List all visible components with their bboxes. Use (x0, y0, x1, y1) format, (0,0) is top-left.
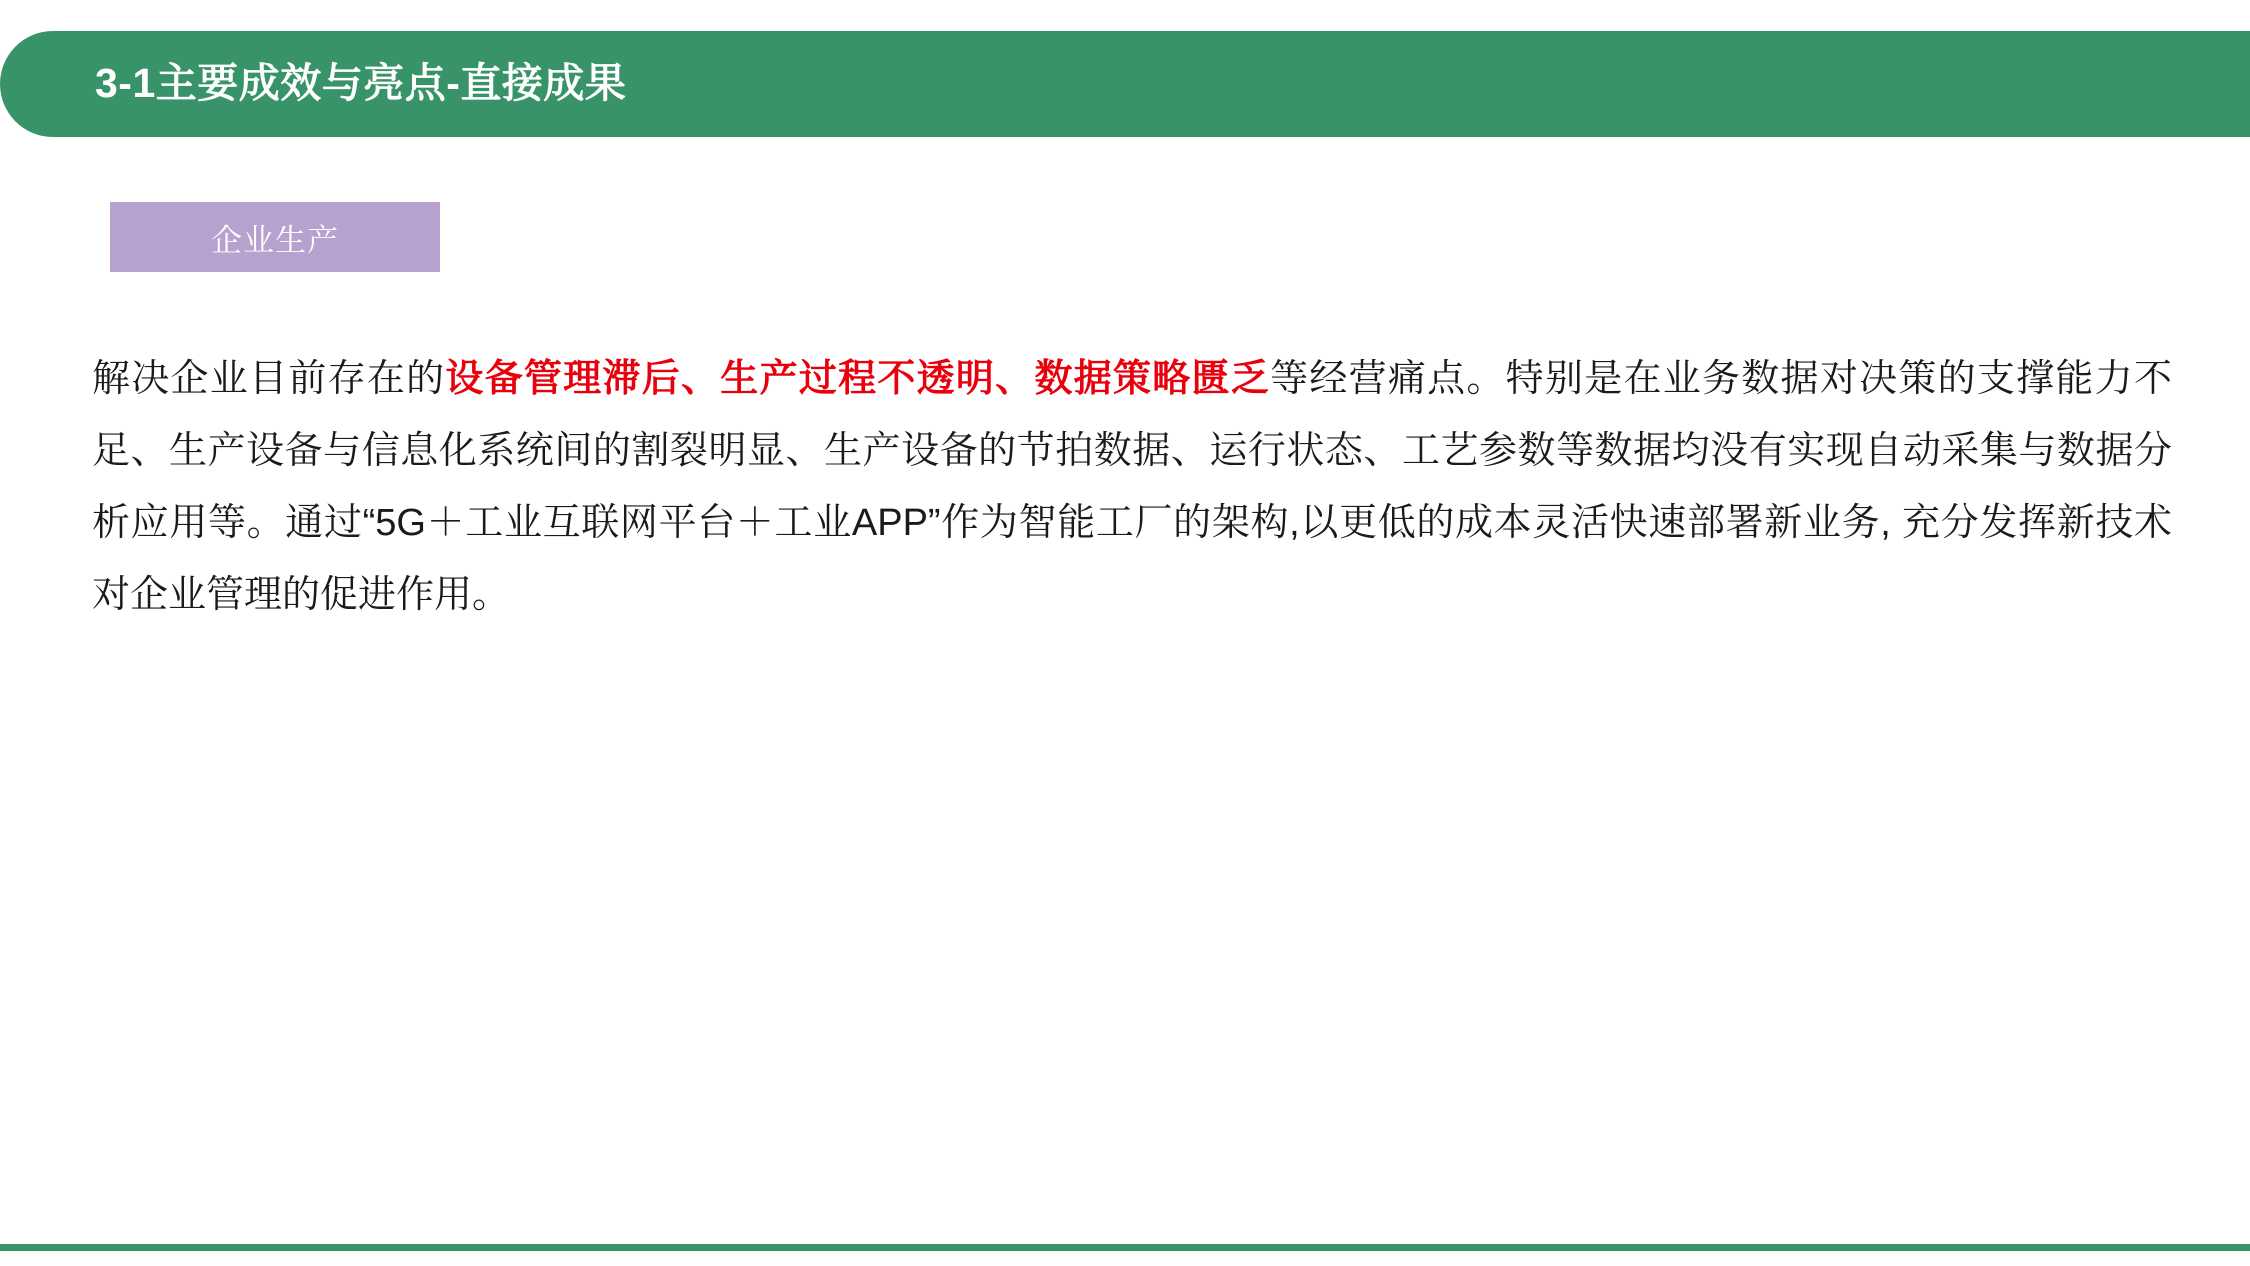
section-tag (110, 202, 440, 272)
body-segment-one: 解决企业目前存在的 (92, 358, 446, 400)
section-tag-label: 企业生产 (211, 222, 339, 258)
body-segment-two: 等经营痛点。特别是在业务数据对决策的支撑能力不足、生产设备与信息化系统间的割裂明显、生产设备的节拍数据、运行状态、工艺参数等数据均没有实现自动采集与数据分析应用等。通过“5G＋工业互联网平台＋工业APP”作为智能工厂的架构,以更低的成本灵活快速部署新业务, 充分发挥新技术对企业管理的促进作用。 (92, 358, 2172, 616)
page-title: 3-1主要成效与亮点-直接成果 (95, 60, 627, 106)
body-highlight: 设备管理滞后、生产过程不透明、数据策略匮乏 (445, 358, 1271, 400)
footer-rule (0, 1244, 2250, 1251)
body-paragraph (92, 343, 2172, 631)
